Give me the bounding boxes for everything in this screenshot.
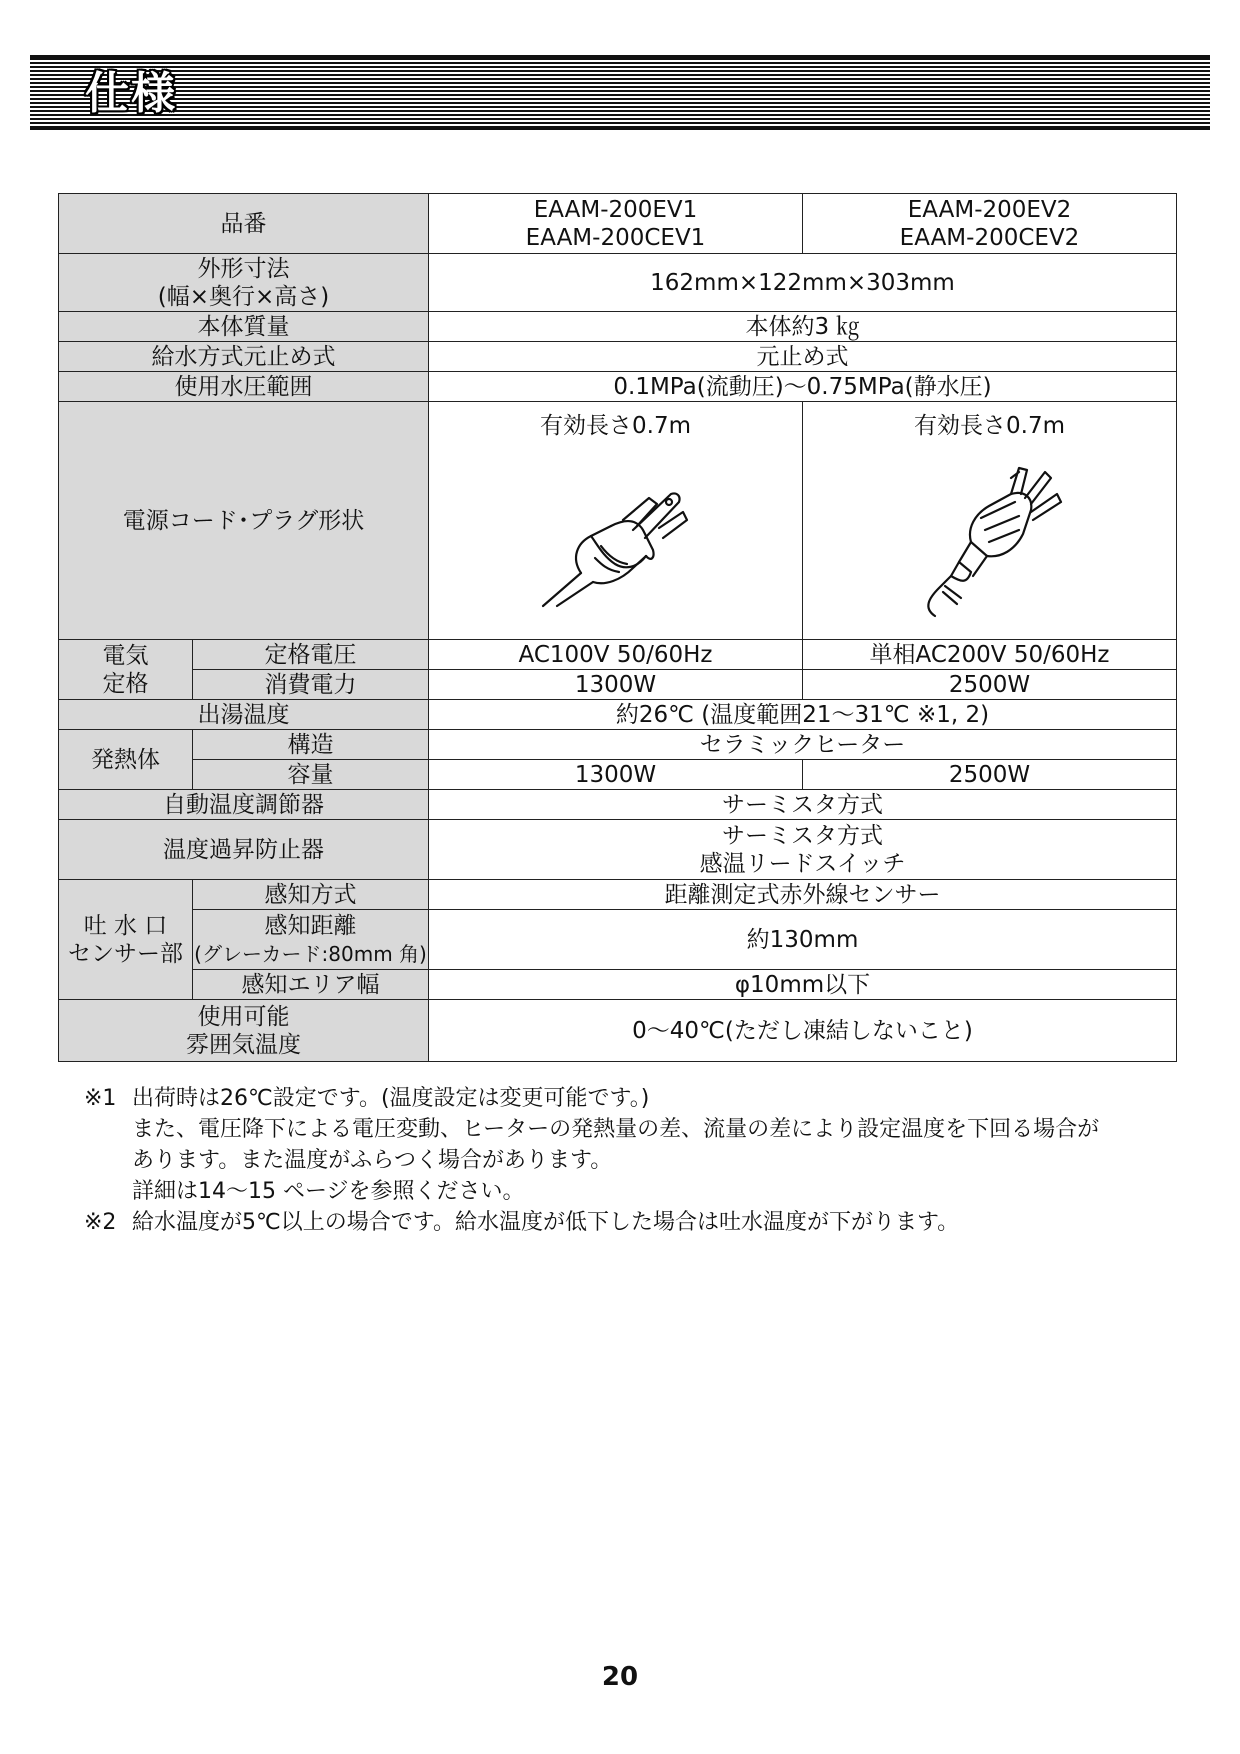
heater-capacity-col2: 2500W bbox=[803, 760, 1177, 790]
water-supply-label: 給水方式元止め式 bbox=[59, 342, 429, 372]
voltage-label: 定格電圧 bbox=[193, 640, 429, 670]
power-label: 消費電力 bbox=[193, 670, 429, 700]
outlet-temp-value: 約26℃ (温度範囲21〜31℃ ※1, 2) bbox=[429, 700, 1177, 730]
table-row bbox=[59, 402, 1177, 640]
power-col2: 2500W bbox=[803, 670, 1177, 700]
model-col1: EAAM-200EV1 EAAM-200CEV1 bbox=[429, 194, 803, 254]
pressure-label: 使用水圧範囲 bbox=[59, 372, 429, 402]
overheat-value: サーミスタ方式 感温リードスイッチ bbox=[429, 820, 1177, 880]
three-pin-plug-icon bbox=[915, 458, 1065, 618]
table-row bbox=[59, 640, 1177, 670]
pressure-value: 0.1MPa(流動圧)〜0.75MPa(静水圧) bbox=[429, 372, 1177, 402]
table-row bbox=[59, 254, 1177, 312]
auto-temp-value: サーミスタ方式 bbox=[429, 790, 1177, 820]
table-row bbox=[59, 880, 1177, 910]
table-row bbox=[59, 342, 1177, 372]
power-col1: 1300W bbox=[429, 670, 803, 700]
two-pin-ground-plug-icon bbox=[541, 458, 691, 608]
electrical-group-label: 電気 定格 bbox=[59, 640, 193, 700]
sensor-method-label: 感知方式 bbox=[193, 880, 429, 910]
ambient-label: 使用可能 雰囲気温度 bbox=[59, 1000, 429, 1062]
table-row bbox=[59, 194, 1177, 254]
table-row bbox=[59, 670, 1177, 700]
sensor-distance-label: 感知距離 (グレーカード:80mm 角) bbox=[193, 910, 429, 970]
table-row bbox=[59, 372, 1177, 402]
table-row bbox=[59, 790, 1177, 820]
sensor-distance-value: 約130mm bbox=[429, 910, 1177, 970]
model-label: 品番 bbox=[59, 194, 429, 254]
footnote-1: ※1 出荷時は26℃設定です。(温度設定は変更可能です。) また、電圧降下による電圧変動、ヒーターの発熱量の差、流量の差により設定温度を下回る場合が あります。また温度がふらつく場合があります。 詳細は14〜15 ページを参照ください。 bbox=[84, 1086, 1100, 1204]
heater-group-label: 発熱体 bbox=[59, 730, 193, 790]
table-row bbox=[59, 820, 1177, 880]
mass-label: 本体質量 bbox=[59, 312, 429, 342]
table-row bbox=[59, 760, 1177, 790]
table-row bbox=[59, 970, 1177, 1000]
heater-capacity-col1: 1300W bbox=[429, 760, 803, 790]
voltage-col1: AC100V 50/60Hz bbox=[429, 640, 803, 670]
sensor-area-value: φ10mm以下 bbox=[429, 970, 1177, 1000]
mass-value: 本体約3 ㎏ bbox=[429, 312, 1177, 342]
heater-capacity-label: 容量 bbox=[193, 760, 429, 790]
water-supply-value: 元止め式 bbox=[429, 342, 1177, 372]
auto-temp-label: 自動温度調節器 bbox=[59, 790, 429, 820]
table-row bbox=[59, 730, 1177, 760]
table-row bbox=[59, 700, 1177, 730]
sensor-group-label: 吐 水 口 センサー部 bbox=[59, 880, 193, 1000]
footnote-2: ※2 給水温度が5℃以上の場合です。給水温度が低下した場合は吐水温度が下がります。 bbox=[84, 1210, 960, 1235]
heater-structure-label: 構造 bbox=[193, 730, 429, 760]
model-col2: EAAM-200EV2 EAAM-200CEV2 bbox=[803, 194, 1177, 254]
sensor-area-label: 感知エリア幅 bbox=[193, 970, 429, 1000]
voltage-col2: 単相AC200V 50/60Hz bbox=[803, 640, 1177, 670]
footnotes bbox=[84, 1083, 1184, 1238]
spec-table bbox=[58, 193, 1177, 1062]
dimensions-value: 162mm×122mm×303mm bbox=[429, 254, 1177, 312]
cord-label: 電源コード･プラグ形状 bbox=[59, 402, 429, 640]
cord-col2: 有効長さ0.7m bbox=[803, 402, 1177, 640]
outlet-temp-label: 出湯温度 bbox=[59, 700, 429, 730]
dimensions-label: 外形寸法 (幅×奥行×高さ) bbox=[59, 254, 429, 312]
ambient-value: 0〜40℃(ただし凍結しないこと) bbox=[429, 1000, 1177, 1062]
table-row bbox=[59, 910, 1177, 970]
page-title: 仕様 bbox=[85, 68, 177, 119]
table-row bbox=[59, 1000, 1177, 1062]
table-row bbox=[59, 312, 1177, 342]
cord-col1: 有効長さ0.7m bbox=[429, 402, 803, 640]
header-band bbox=[30, 55, 1210, 130]
overheat-label: 温度過昇防止器 bbox=[59, 820, 429, 880]
heater-structure-value: セラミックヒーター bbox=[429, 730, 1177, 760]
page-number: 20 bbox=[601, 1662, 639, 1692]
sensor-method-value: 距離測定式赤外線センサー bbox=[429, 880, 1177, 910]
